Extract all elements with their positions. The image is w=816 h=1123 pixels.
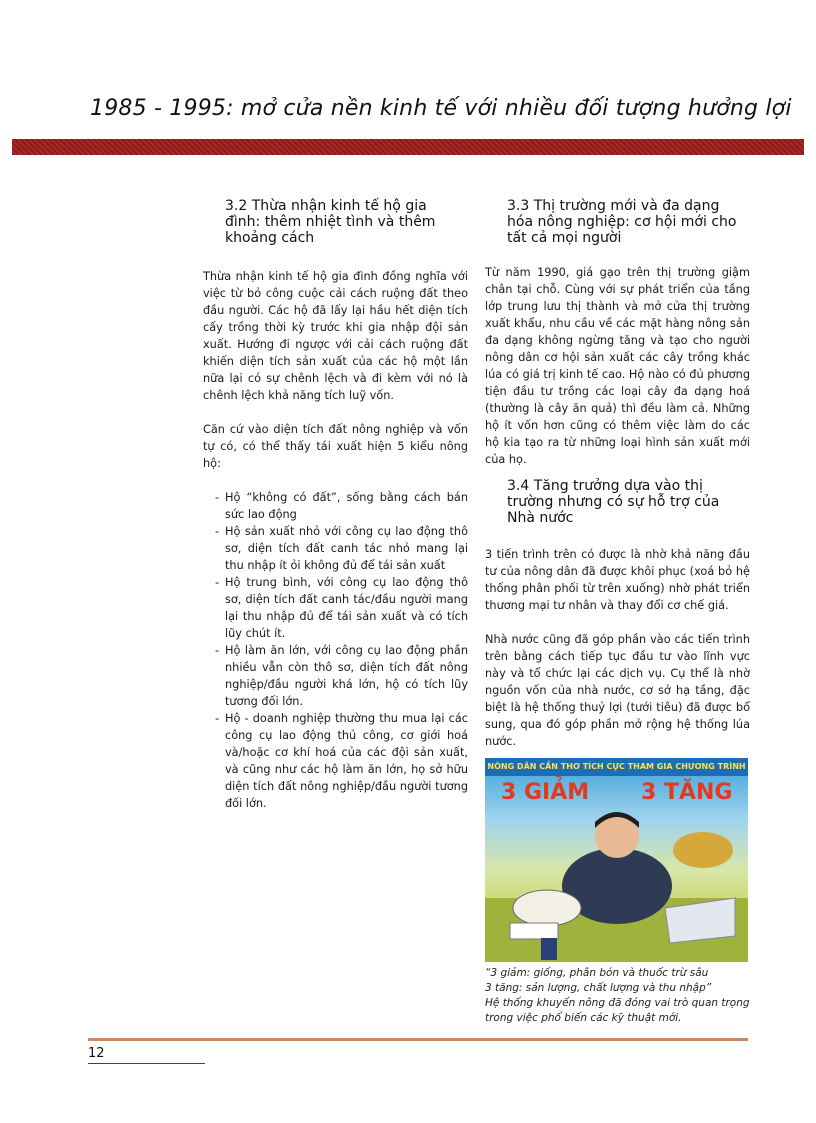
section-3-3-title: 3.3 Thị trường mới và đa dạng hóa nông nghiệp: cơ hội mới cho tất cả mọi người [507,198,737,246]
caption-line-3: Hệ thống khuyến nông đã đóng vai trò quan trọng trong việc phổ biến các kỹ thuật mới. [485,997,750,1024]
footer-divider [88,1038,748,1041]
poster-caption [485,966,750,1026]
section-3-3-paragraph: Từ năm 1990, giá gạo trên thị trường giậm chân tại chỗ. Cùng với sự phát triển của tầng lớp trung lưu thị thành và mở cửa thị trường xuất khẩu, nhu cầu về các mặt hàng nông sản đa dạng không ngừng tăng và tạo cho người nông dân cơ hội sản xuất các cây trồng khác lúa có giá trị kinh tế cao. Hộ nào có đủ phương tiện đầu tư trồng các loại cây đa dạng hoá (thường là cây ăn quả) thì đều làm cả. Những hộ ít vốn hơn cũng có thêm việc làm do các hộ kia tạo ra từ những loại hình sản xuất mới của họ. [485,266,750,466]
extension-program-poster-image [485,758,748,962]
page-number-underline [88,1063,205,1064]
section-3-2-paragraph-2: Căn cứ vào diện tích đất nông nghiệp và vốn tự có, có thể thấy tái xuất hiện 5 kiểu nông hộ: [203,423,468,470]
section-3-4-paragraph-2: Nhà nước cũng đã góp phần vào các tiến trình trên bằng cách tiếp tục đầu tư vào lĩnh vực này và tổ chức lại các dịch vụ. Cụ thể là nhờ nguồn vốn của nhà nước, cơ sở hạ tầng, đặc biệt là hệ thống thuỷ lợi (tưới tiêu) đã được bổ sung, qua đó góp phần mở rộng hệ thống lúa nước. [485,633,750,748]
list-item: - Hộ “không có đất”, sống bằng cách bán sức lao động [215,489,468,523]
poster-banner: NÔNG DÂN CẦN THƠ TÍCH CỰC THAM GIA CHƯƠNG TRÌNH [485,758,748,776]
caption-line-2: 3 tăng: sản lượng, chất lượng và thu nhập” [485,982,712,994]
poster-3-giam-slogan: 3 GIẢM [501,780,590,805]
rice-basket [673,832,733,868]
fertilizer-bag [513,890,581,926]
page-number: 12 [88,1046,105,1061]
list-item: - Hộ trung bình, với công cụ lao động thô sơ, diện tích đất canh tác/đầu người mang lại thu nhập đủ để tái sản xuất và có tích lũy chút ít. [215,574,468,642]
section-3-2-paragraph-1: Thừa nhận kinh tế hộ gia đình đồng nghĩa với việc từ bỏ công cuộc cải cách ruộng đất theo đầu người. Các hộ đã lấy lại hầu hết diện tích cấy trồng thời kỳ trước khi gia nhập đội sản xuất. Hướng đi ngược với cải cách ruộng đất khiến diện tích sản xuất của các hộ một lần nữa lại có sự chênh lệch và đi kèm với nó là chênh lệch khả năng tích luỹ vốn. [203,270,468,402]
caption-line-1: “3 giảm: giống, phân bón và thuốc trừ sâu [485,967,709,979]
farm-household-types-list [203,489,468,812]
section-3-4-title: 3.4 Tăng trưởng dựa vào thị trường nhưng có sự hỗ trợ của Nhà nước [507,478,720,526]
right-column [485,198,750,1026]
pesticide-bottle [541,938,557,960]
seed-box [510,923,558,939]
section-3-4-paragraph-1: 3 tiến trình trên có được là nhờ khả năng đầu tư của nông dân đã được khôi phục (xoá bỏ hệ thống phân phối từ trên xuống) nhờ phát triển thương mại tư nhân và thay đổi cơ chế giá. [485,548,750,612]
header-decorative-bar [12,139,804,155]
section-3-2-title: 3.2 Thừa nhận kinh tế hộ gia đình: thêm nhiệt tình và thêm khoảng cách [225,198,436,246]
poster-3-tang-slogan: 3 TĂNG [641,780,733,805]
list-item: - Hộ sản xuất nhỏ với công cụ lao động thô sơ, diện tích đất canh tác nhỏ mang lại thu nhập ít ỏi không đủ để tái sản xuất [215,523,468,574]
page-header-title: 1985 - 1995: mở cửa nền kinh tế với nhiều đối tượng hưởng lợi [90,96,792,121]
list-item: - Hộ làm ăn lớn, với công cụ lao động phần nhiều vẫn còn thô sơ, diện tích đất nông nghiệp/đầu người khá lớn, hộ có tích lũy tương đối lớn. [215,642,468,710]
left-column [203,198,468,812]
list-item: - Hộ - doanh nghiệp thường thu mua lại các công cụ lao động thủ công, cơ giới hoá và/hoặc cơ khí hoá của các đội sản xuất, và cũng như các hộ làm ăn lớn, họ sở hữu diện tích đất nông nghiệp/đầu người tương đối lớn. [215,710,468,812]
